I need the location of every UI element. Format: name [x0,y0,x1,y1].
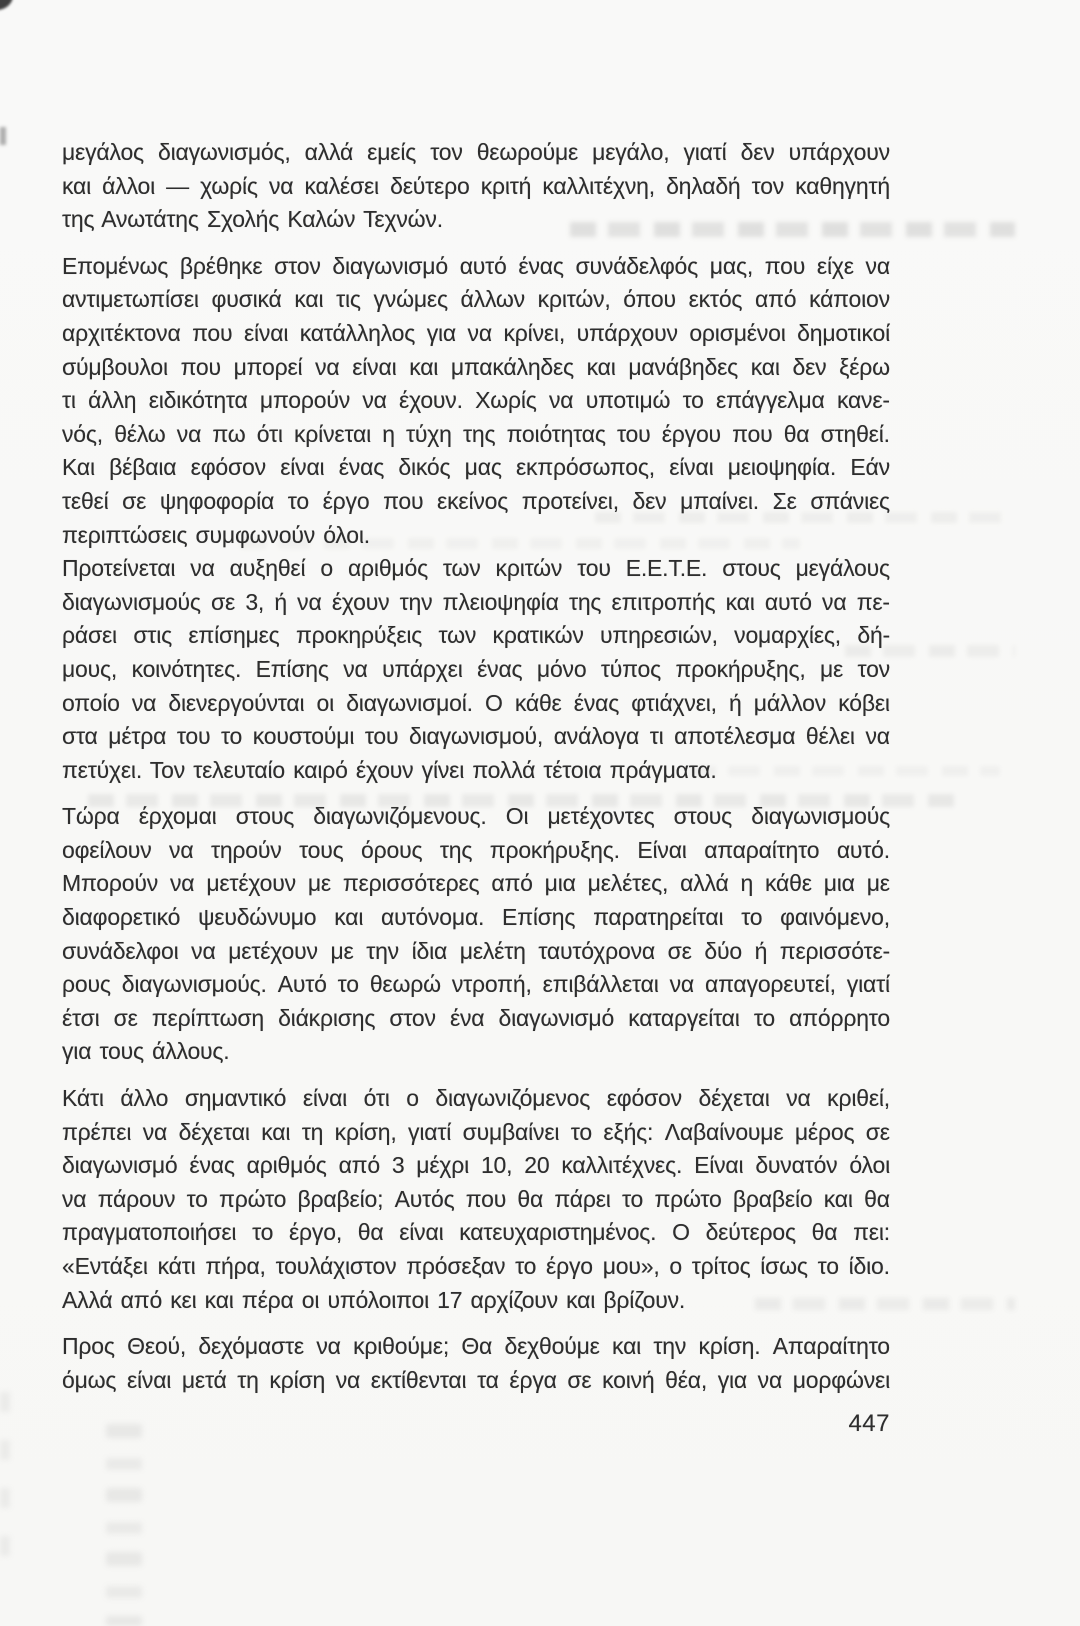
text-line: όμως είναι μετά τη κρίση να εκτίθενται τα έργα σε κοινή θέα, για να μορφώνει [62,1366,890,1393]
text-line: Επομένως βρέθηκε στον διαγωνισμό αυτό ένας συνάδελφός μας, που είχε να [62,252,890,279]
text-line: ράσει στις επίσημες προκηρύξεις των κρατικών υπηρεσιών, νομαρχίες, δή- [62,622,890,649]
text-line: της Ανωτάτης Σχολής Καλών Τεχνών. [62,206,443,233]
paragraph [62,800,890,1069]
text-line: να πάρουν το πρώτο βραβείο; Αυτός που θα πάρει το πρώτο βραβείο και θα [62,1185,890,1212]
text-line: Τώρα έρχομαι στους διαγωνιζόμενους. Οι μετέχοντες στους διαγωνισμούς [62,803,890,830]
text-line: ρους διαγωνισμούς. Αυτό το θεωρώ ντροπή, επιβάλλεται να απαγορευτεί, γιατί [62,971,890,998]
paragraph [62,250,890,552]
text-line: πετύχει. Τον τελευταίο καιρό έχουν γίνει πολλά τέτοια πράγματα. [62,756,717,783]
text-line: σύμβουλοι που μπορεί να είναι και μπακάληδες και μανάβηδες και δεν ξέρω [62,353,890,380]
text-line: Μπορούν να μετέχουν με περισσότερες από μια μελέτες, αλλά η κάθε μια με [62,870,890,897]
text-line: διαφορετικό ψευδώνυμο και αυτόνομα. Επίσης παρατηρείται το φαινόμενο, [62,904,890,931]
text-line: μεγάλος διαγωνισμός, αλλά εμείς τον θεωρούμε μεγάλο, γιατί δεν υπάρχουν [62,139,890,165]
text-line: Αλλά από κει και πέρα οι υπόλοιποι 17 αρχίζουν και βρίζουν. [62,1286,686,1313]
paragraph [62,136,890,237]
text-line: τι άλλη ειδικότητα μπορούν να έχουν. Χωρίς να υποτιμώ το επάγγελμα κανε- [62,387,890,414]
text-line: τεθεί σε ψηφοφορία το έργο που εκείνος προτείνει, δεν μπαίνει. Σε σπάνιες [62,487,890,514]
text-line: αρχιτέκτονα που είναι κατάλληλος για να κρίνει, υπάρχουν ορισμένοι δημοτικοί [62,319,890,346]
text-line: οφείλουν να τηρούν τους όρους της προκήρυξης. Είναι απαραίτητο αυτό. [62,836,890,863]
text-line: Κάτι άλλο σημαντικό είναι ότι ο διαγωνιζόμενος εφόσον δέχεται να κριθεί, [62,1085,890,1112]
text-line: συνάδελφοι να μετέχουν με την ίδια μελέτη ταυτόχρονα σε δύο ή περισσότε- [62,937,890,964]
text-line: οποίο να διενεργούνται οι διαγωνισμοί. Ο κάθε ένας φτιάχνει, ή μάλλον κόβει [62,689,890,716]
page-number: 447 [848,1410,890,1437]
text-line: αντιμετωπίσει φυσικά και τις γνώμες άλλων κριτών, όπου εκτός από κάποιον [62,286,890,313]
text-line: για τους άλλους. [62,1038,230,1065]
text-line: Προτείνεται να αυξηθεί ο αριθμός των κριτών του Ε.Ε.Τ.Ε. στους μεγάλους [62,555,890,582]
text-line: στα μέτρα του το κουστούμι του διαγωνισμού, ανάλογα τι αποτέλεσμα θέλει να [62,723,890,750]
text-line: Και βέβαια εφόσον είναι ένας δικός μας εκπρόσωπος, είναι μειοψηφία. Εάν [62,454,890,481]
text-line: διαγωνισμούς σε 3, ή να έχουν την πλειοψηφία της επιτροπής και αυτό να πε- [62,588,890,615]
scan-edge-smudge [0,1392,10,1582]
text-line: Προς Θεού, δεχόμαστε να κριθούμε; Θα δεχθούμε και την κρίση. Απαραίτητο [62,1333,890,1360]
text-line: και άλλοι — χωρίς να καλέσει δεύτερο κριτή καλλιτέχνη, δηλαδή τον καθηγητή [62,172,890,199]
text-line: πρέπει να δέχεται και τη κρίση, γιατί συμβαίνει το εξής: Λαβαίνουμε μέρος σε [62,1118,890,1145]
paragraph [62,1330,890,1397]
scan-corner-mark [0,0,13,10]
text-column [62,136,890,1397]
text-line: νός, θέλω να πω ότι κρίνεται η τύχη της ποιότητας του έργου που θα στηθεί. [62,420,890,447]
text-line: περιπτώσεις συμφωνούν όλοι. [62,521,370,548]
text-line: μους, κοινότητες. Επίσης να υπάρχει ένας μόνο τύπος προκήρυξης, με τον [62,655,890,682]
paragraph [62,552,890,787]
scan-ghost-column [106,1424,142,1626]
text-line: έτσι σε περίπτωση διάκρισης στον ένα διαγωνισμό καταργείται το απόρρητο [62,1004,890,1031]
text-line: πραγματοποιήσει το έργο, θα είναι κατευχαριστημένος. Ο δεύτερος θα πει: [62,1219,890,1246]
paragraph [62,1082,890,1317]
text-line: διαγωνισμό ένας αριθμός από 3 μέχρι 10, 20 καλλιτέχνες. Είναι δυνατόν όλοι [62,1152,890,1179]
text-line: «Εντάξει κάτι πήρα, τουλάχιστον πρόσεξαν το έργο μου», ο τρίτος ίσως το ίδιο. [62,1253,890,1279]
scan-edge-tick [0,127,6,145]
